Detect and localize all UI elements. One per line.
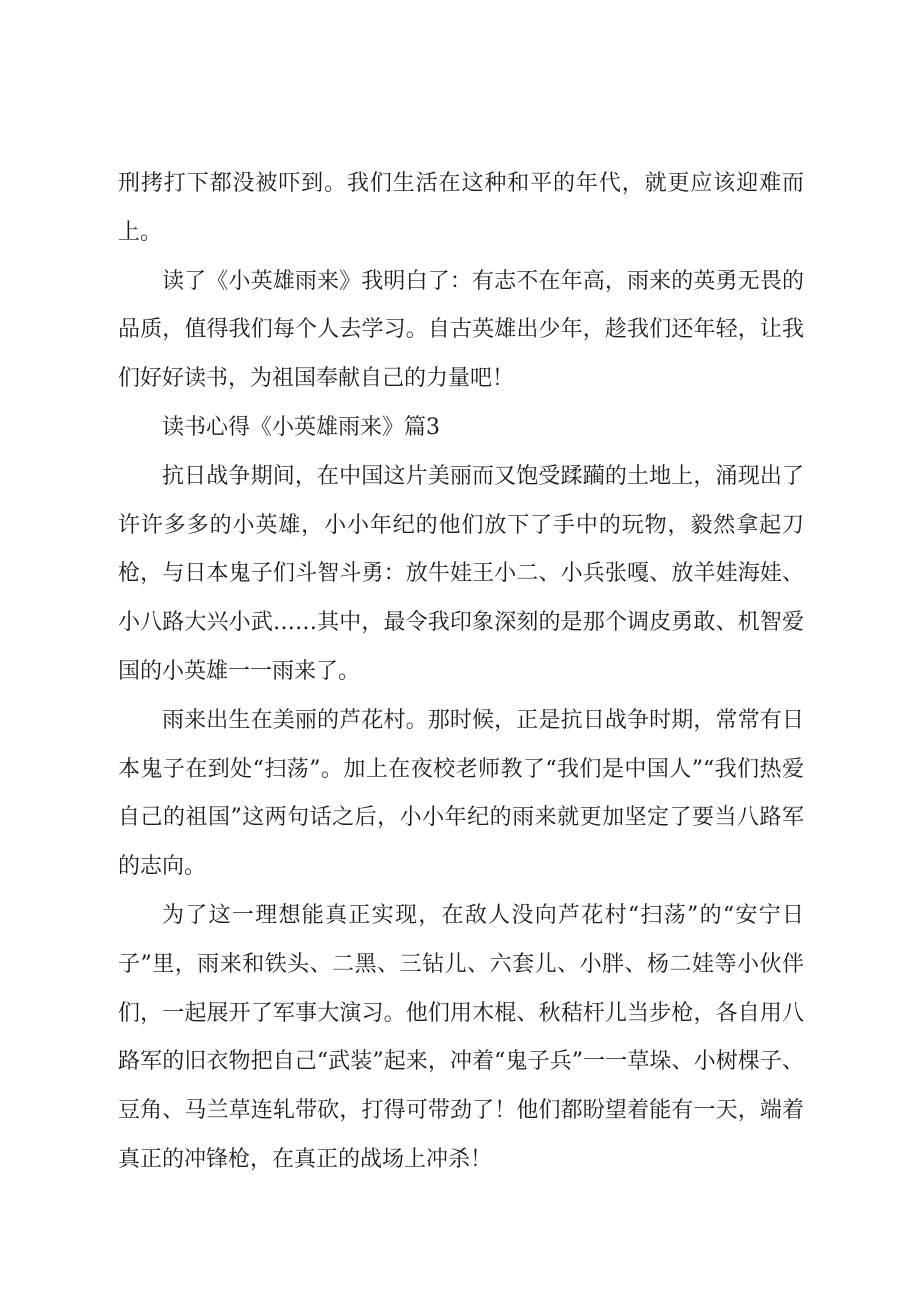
paragraph-yulai-background: 雨来出生在美丽的芦花村。那时候，正是抗日战争时期，常常有日本鬼子在到处“扫荡”。加上在夜校老师教了“我们是中国人”“我们热爱自己的祖国”这两句话之后，小小年纪的雨来就更加坚定了要当八路军的志向。 bbox=[118, 707, 804, 880]
paragraph-intro: 抗日战争期间，在中国这片美丽而又饱受蹂躏的土地上，涌现出了许许多多的小英雄，小小年纪的他们放下了手中的玩物，毅然拿起刀枪，与日本鬼子们斗智斗勇：放牛娃王小二、小兵张嘎、放羊娃海娃、小八路大兴小武……其中，最令我印象深刻的是那个调皮勇敢、机智爱国的小英雄一一雨来了。 bbox=[118, 463, 804, 684]
paragraph-military-drill: 为了这一理想能真正实现，在敌人没向芦花村“扫荡”的“安宁日子”里，雨来和铁头、二黑、三钻儿、六套儿、小胖、杨二娃等小伙伴们，一起展开了军事大演习。他们用木棍、秋秸杆儿当步枪，各自用八路军的旧衣物把自己“武装”起来，冲着“鬼子兵”一一草垛、小树棵子、豆角、马兰草连轧带砍，打得可带劲了！他们都盼望着能有一天，端着真正的冲锋枪，在真正的战场上冲杀！ bbox=[118, 902, 804, 1172]
paragraph-conclusion: 读了《小英雄雨来》我明白了：有志不在年高，雨来的英勇无畏的品质，值得我们每个人去学习。自古英雄出少年，趁我们还年轻，让我们好好读书，为祖国奉献自己的力量吧！ bbox=[118, 268, 804, 392]
section-heading: 读书心得《小英雄雨来》篇3 bbox=[162, 414, 440, 440]
paragraph-continuation: 刑拷打下都没被吓到。我们生活在这种和平的年代，就更应该迎难而上。 bbox=[118, 171, 804, 245]
document-body bbox=[118, 160, 804, 1185]
